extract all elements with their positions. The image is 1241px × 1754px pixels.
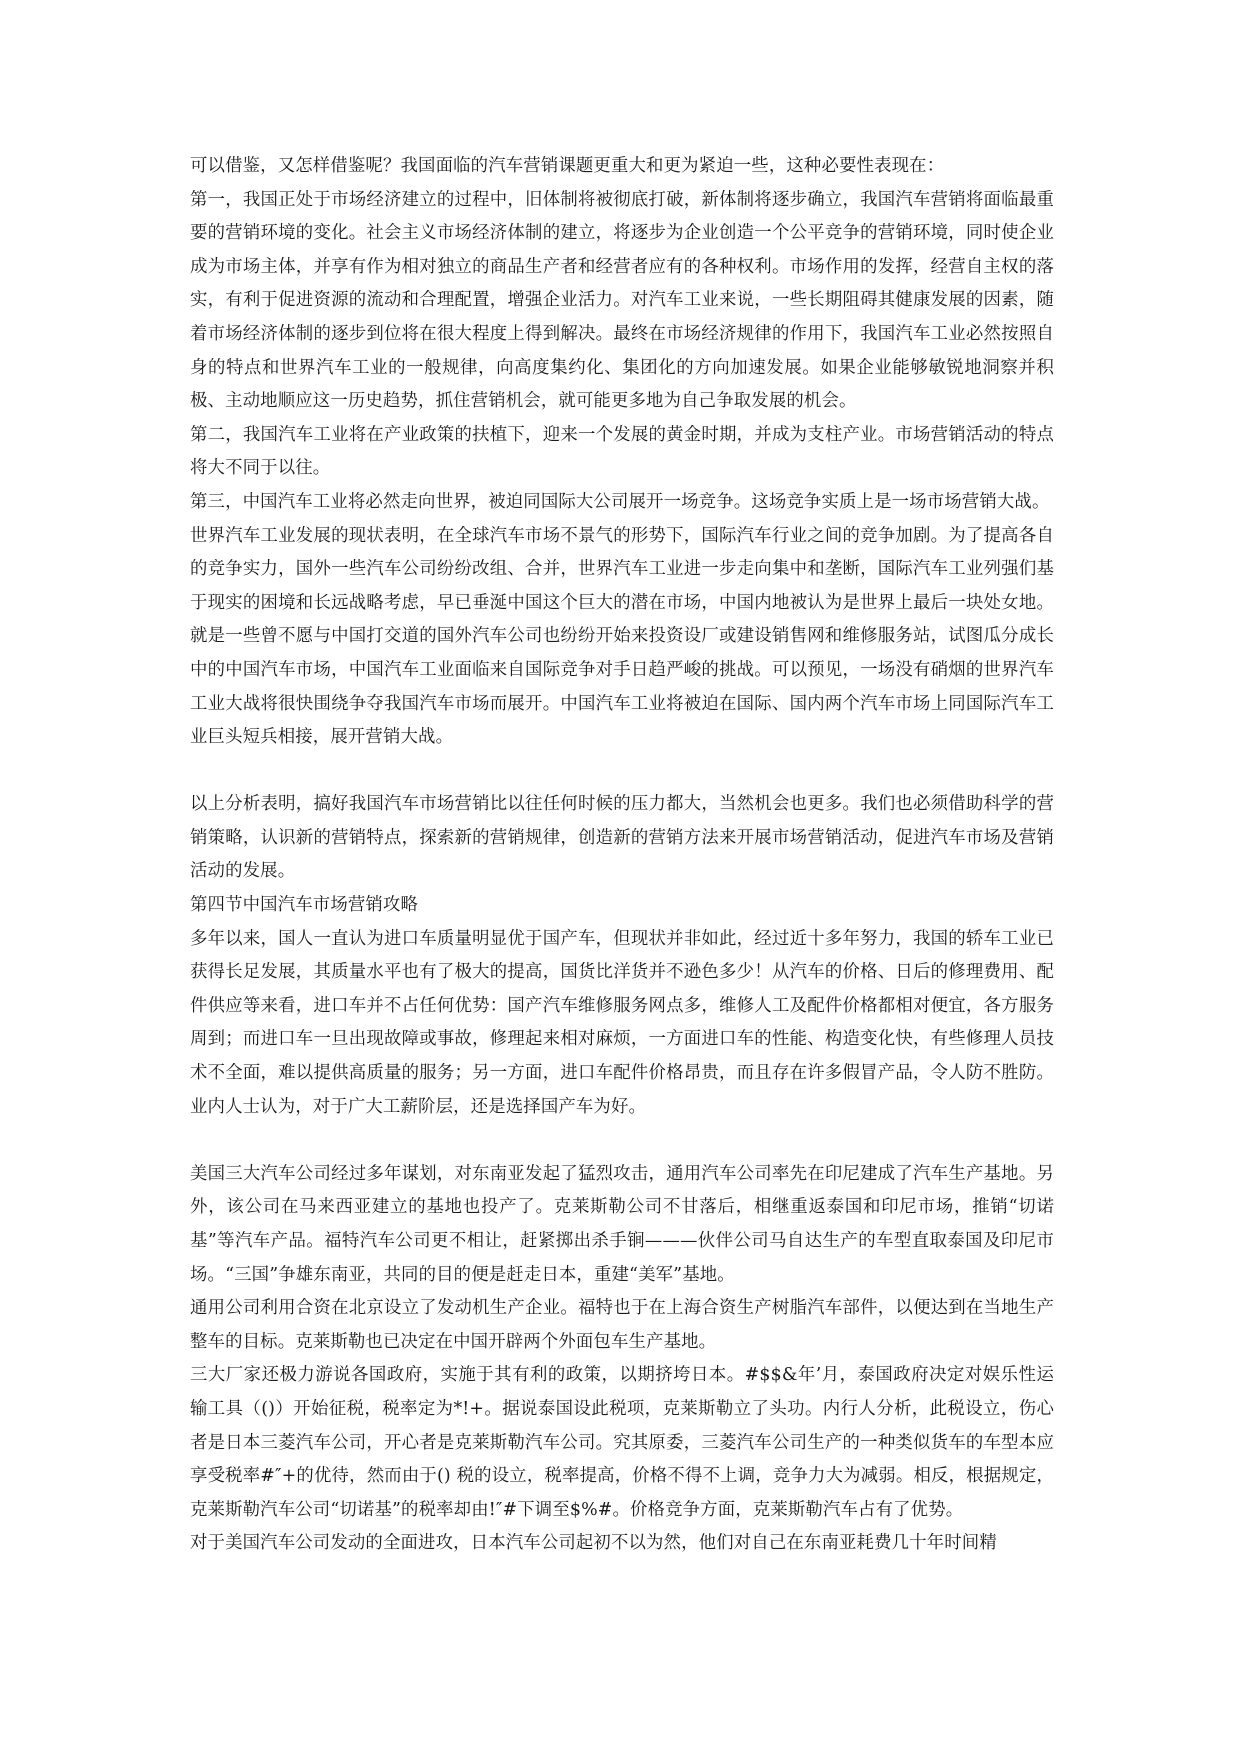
paragraph-point-three: 第三，中国汽车工业将必然走向世界，被迫同国际大公司展开一场竞争。这场竞争实质上是一场市场营销大战。 (190, 491, 1050, 512)
paragraph-intro: 可以借鉴，又怎样借鉴呢？我国面临的汽车营销课题更重大和更为紧迫一些，这种必要性表现在： (190, 156, 945, 176)
paragraph-point-one: 第一，我国正处于市场经济建立的过程中，旧体制将被彻底打破，新体制将逐步确立，我国汽车营销将面临最重要的营销环境的变化。社会主义市场经济体制的建立，将逐步为企业创造一个公平竞争的营销环境，同时使企业成为市场主体，并享有作为相对独立的商品生产者和经营者应有的各种权利。市场作用的发挥，经营自主权的落实，有利于促进资源的流动和合理配置，增强企业活力。对汽车工业来说，一些长期阻碍其健康发展的因素，随着市场经济体制的逐步到位将在很大程度上得到解决。最终在市场经济规律的作用下，我国汽车工业必然按照自身的特点和世界汽车工业的一般规律，向高度集约化、集团化的方向加速发展。如果企业能够敏锐地洞察并积极、主动地顺应这一历史趋势，抓住营销机会，就可能更多地为自己争取发展的机会。 (190, 189, 1054, 412)
paragraph-us-automakers: 美国三大汽车公司经过多年谋划，对东南亚发起了猛烈攻击，通用汽车公司率先在印尼建成了汽车生产基地。另外，该公司在马来西亚建立的基地也投产了。克莱斯勒公司不甘落后，相继重返泰国和印尼市场，推销“切诺基”等汽车产品。福特汽车公司更不相让，赶紧掷出杀手锏———伙伴公司马自达生产的车型直取泰国及印尼市场。“三国”争雄东南亚，共同的目的便是赶走日本，重建“美军”基地。 (190, 1163, 1054, 1285)
paragraph-point-two: 第二，我国汽车工业将在产业政策的扶植下，迎来一个发展的黄金时期，并成为支柱产业。市场营销活动的特点将大不同于以往。 (190, 424, 1054, 479)
paragraph-spacer (190, 755, 1054, 789)
paragraph-spacer (190, 1124, 1054, 1158)
paragraph-joint-ventures: 通用公司利用合资在北京设立了发动机生产企业。福特也于在上海合资生产树脂汽车部件，以便达到在当地生产整车的目标。克莱斯勒也已决定在中国开辟两个外面包车生产基地。 (190, 1298, 1054, 1352)
document-body (190, 150, 1054, 1561)
paragraph-import-vs-domestic: 多年以来，国人一直认为进口车质量明显优于国产车，但现状并非如此，经过近十多年努力，我国的轿车工业已获得长足发展，其质量水平也有了极大的提高，国货比洋货并不逊色多少！从汽车的价格、日后的修理费用、配件供应等来看，进口车并不占任何优势：国产汽车维修服务网点多，维修人工及配件价格都相对便宜，各方服务周到；而进口车一旦出现故障或事故，修理起来相对麻烦，一方面进口车的性能、构造变化快，有些修理人员技术不全面，难以提供高质量的服务；另一方面，进口车配件价格昂贵，而且存在许多假冒产品，令人防不胜防。业内人士认为，对于广大工薪阶层，还是选择国产车为好。 (190, 928, 1054, 1117)
paragraph-lobbying: 三大厂家还极力游说各国政府，实施于其有利的政策，以期挤垮日本。#$$&年’月，泰国政府决定对娱乐性运输工具（()）开始征税，税率定为*!+。据说泰国设此税项，克莱斯勒立了头功。内行人分析，此税设立，伤心者是日本三菱汽车公司，开心者是克莱斯勒汽车公司。究其原委，三菱汽车公司生产的一种类似货车的车型本应享受税率#″+的优待，然而由于() 税的设立，税率提高，价格不得不上调，竞争力大为减弱。相反，根据规定，克莱斯勒汽车公司“切诺基”的税率却由!″#下调至$%#。价格竞争方面，克莱斯勒汽车占有了优势。 (190, 1365, 1054, 1520)
paragraph-analysis: 以上分析表明，搞好我国汽车市场营销比以往任何时候的压力都大，当然机会也更多。我们也必须借助科学的营销策略，认识新的营销特点，探索新的营销规律，创造新的营销方法来开展市场营销活动，促进汽车市场及营销活动的发展。 (190, 794, 1054, 882)
paragraph-world-status: 世界汽车工业发展的现状表明，在全球汽车市场不景气的形势下，国际汽车行业之间的竞争加剧。为了提高各自的竞争实力，国外一些汽车公司纷纷改组、合并，世界汽车工业进一步走向集中和垄断，国际汽车工业列强们基于现实的困境和长远战略考虑，早已垂涎中国这个巨大的潜在市场，中国内地被认为是世界上最后一块处女地。就是一些曾不愿与中国打交道的国外汽车公司也纷纷开始来投资设厂或建设销售网和维修服务站，试图瓜分成长中的中国汽车市场，中国汽车工业面临来自国际竞争对手日趋严峻的挑战。可以预见，一场没有硝烟的世界汽车工业大战将很快围绕争夺我国汽车市场而展开。中国汽车工业将被迫在国际、国内两个汽车市场上同国际汽车工业巨头短兵相接，展开营销大战。 (190, 525, 1054, 748)
paragraph-japan-response: 对于美国汽车公司发动的全面进攻，日本汽车公司起初不以为然，他们对自己在东南亚耗费几十年时间精 (190, 1533, 997, 1554)
section-heading: 第四节中国汽车市场营销攻略 (190, 895, 419, 916)
